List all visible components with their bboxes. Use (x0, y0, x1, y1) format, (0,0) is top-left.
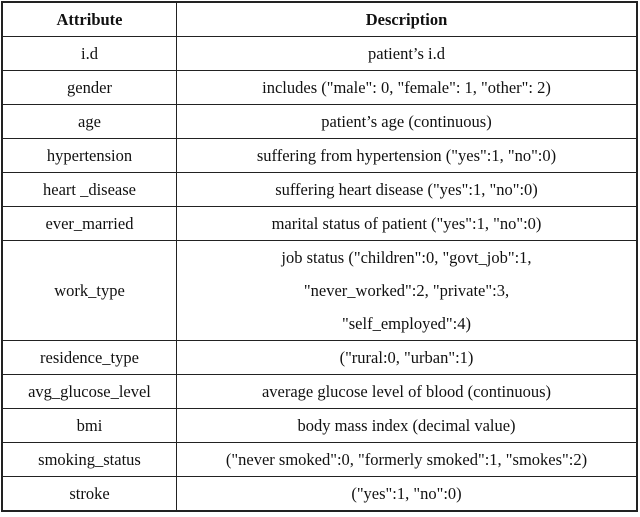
description-cell (177, 173, 638, 207)
description-line: suffering heart disease ("yes":1, "no":0) (275, 180, 538, 199)
description-cell (177, 477, 638, 512)
description-line: patient’s age (continuous) (321, 112, 492, 131)
attribute-table (1, 1, 638, 512)
attribute-cell: gender (2, 71, 177, 105)
table-body (2, 37, 637, 512)
description-line: job status ("children":0, "govt_job":1, (281, 248, 532, 267)
description-cell (177, 341, 638, 375)
header-attribute: Attribute (2, 2, 177, 37)
description-cell (177, 375, 638, 409)
description-line: average glucose level of blood (continuous) (261, 382, 552, 401)
description-cell (177, 409, 638, 443)
description-cell (177, 443, 638, 477)
description-line: includes ("male": 0, "female": 1, "other": 2) (262, 78, 551, 97)
description-line: "never_worked":2, "private":3, (303, 281, 510, 300)
attribute-cell: smoking_status (2, 443, 177, 477)
table-row (2, 409, 637, 443)
attribute-cell: age (2, 105, 177, 139)
attribute-cell: heart _disease (2, 173, 177, 207)
header-description: Description (177, 2, 638, 37)
table-row (2, 207, 637, 241)
attribute-cell: bmi (2, 409, 177, 443)
attribute-cell: avg_glucose_level (2, 375, 177, 409)
table-row (2, 37, 637, 71)
table-row (2, 139, 637, 173)
description-cell (177, 37, 638, 71)
description-cell (177, 207, 638, 241)
table-row (2, 173, 637, 207)
table-row (2, 241, 637, 341)
attribute-cell: i.d (2, 37, 177, 71)
description-line: marital status of patient ("yes":1, "no":0) (271, 214, 542, 233)
attribute-cell: hypertension (2, 139, 177, 173)
description-line: ("yes":1, "no":0) (351, 484, 462, 503)
table-row (2, 105, 637, 139)
description-cell (177, 71, 638, 105)
attribute-cell: residence_type (2, 341, 177, 375)
attribute-cell: ever_married (2, 207, 177, 241)
header-row (2, 2, 637, 37)
table-row (2, 341, 637, 375)
table-row (2, 443, 637, 477)
description-line: body mass index (decimal value) (297, 416, 516, 435)
description-line: "self_employed":4) (342, 314, 471, 333)
description-line: ("rural:0, "urban":1) (339, 348, 474, 367)
description-cell (177, 241, 638, 341)
description-line: patient’s i.d (368, 44, 445, 63)
description-cell (177, 105, 638, 139)
description-line: ("never smoked":0, "formerly smoked":1, "smokes":2) (225, 450, 588, 469)
description-line: suffering from hypertension ("yes":1, "no":0) (256, 146, 557, 165)
table-row (2, 71, 637, 105)
attribute-cell: stroke (2, 477, 177, 512)
table-row (2, 477, 637, 512)
attribute-cell: work_type (2, 241, 177, 341)
table-row (2, 375, 637, 409)
description-cell (177, 139, 638, 173)
